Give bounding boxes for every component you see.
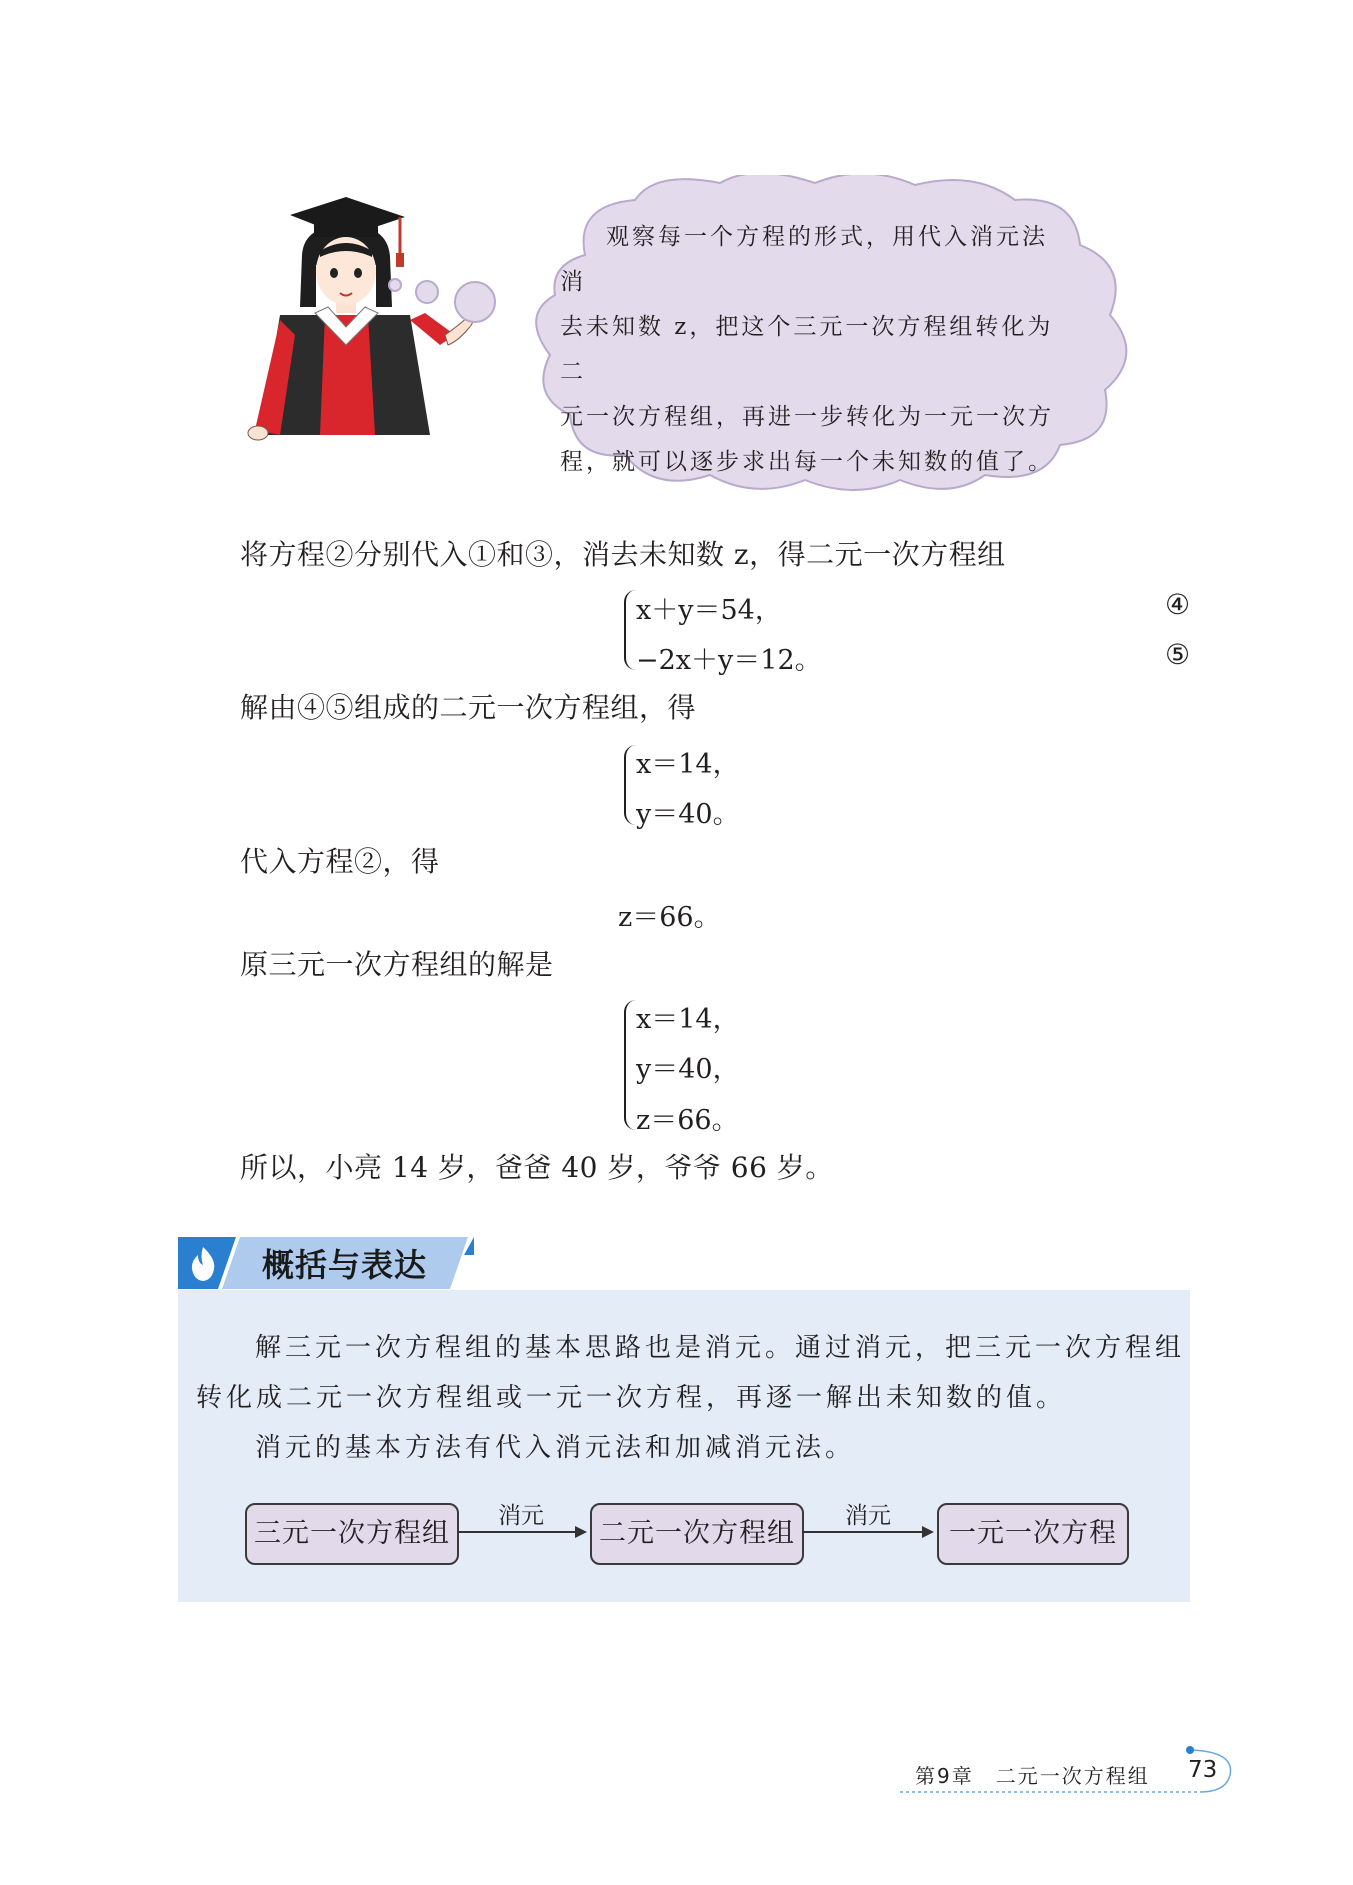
flow-box-three-variable: 三元一次方程组 (245, 1503, 459, 1565)
equation-z: z＝66。 (618, 902, 721, 933)
flow-arrow-label-1: 消元 (498, 1503, 544, 1529)
equation-label-5: ⑤ (1165, 638, 1191, 671)
paragraph-solve: 解由④⑤组成的二元一次方程组，得 (240, 691, 697, 724)
flow-box-two-variable: 二元一次方程组 (590, 1503, 804, 1565)
bubble-line-1: 观察每一个方程的形式，用代入消元法消 (560, 224, 1048, 295)
paragraph-substitute-back: 代入方程②，得 (240, 845, 440, 878)
system3-eq1: x＝14， (636, 1004, 740, 1035)
system1-eq2: −2x＋y＝12。 (636, 645, 822, 676)
footer-decoration (900, 1740, 1240, 1800)
system3-eq2: y＝40， (636, 1054, 740, 1085)
summary-line-3: 消元的基本方法有代入消元法和加减消元法。 (255, 1433, 856, 1463)
system2-eq1: x＝14， (636, 749, 740, 780)
flow-arrow-label-2: 消元 (845, 1503, 891, 1529)
thought-dots (385, 270, 505, 330)
summary-line-1: 解三元一次方程组的基本思路也是消元。通过消元，把三元一次方程组 (255, 1333, 1186, 1363)
brace-system-1 (624, 590, 636, 670)
footer-chapter: 第9章 二元一次方程组 (915, 1764, 1150, 1788)
system1-eq1: x＋y＝54， (636, 595, 782, 626)
paragraph-solution: 原三元一次方程组的解是 (240, 948, 554, 981)
flow-arrow-2 (802, 1520, 936, 1544)
paragraph-conclusion: 所以，小亮 14 岁，爸爸 40 岁，爷爷 66 岁。 (240, 1151, 834, 1184)
bubble-text (560, 215, 1070, 485)
brace-system-2 (624, 745, 636, 825)
flow-box-one-variable: 一元一次方程 (937, 1503, 1129, 1565)
summary-line-2: 转化成二元一次方程组或一元一次方程，再逐一解出未知数的值。 (196, 1383, 1067, 1413)
bubble-line-2: 去未知数 z，把这个三元一次方程组转化为二 (560, 314, 1054, 385)
page-number: 73 (1188, 1757, 1218, 1783)
paragraph-substitute: 将方程②分别代入①和③，消去未知数 z，得二元一次方程组 (240, 538, 1006, 571)
bubble-line-4: 程，就可以逐步求出每一个未知数的值了。 (560, 449, 1054, 475)
bubble-line-3: 元一次方程组，再进一步转化为一元一次方 (560, 404, 1054, 430)
flame-icon (186, 1245, 220, 1283)
equation-label-4: ④ (1165, 588, 1191, 621)
brace-system-3 (624, 1000, 636, 1130)
system3-eq3: z＝66。 (636, 1105, 739, 1136)
flow-arrow-1 (457, 1520, 589, 1544)
system2-eq2: y＝40。 (636, 799, 740, 830)
section-title: 概括与表达 (262, 1246, 428, 1284)
